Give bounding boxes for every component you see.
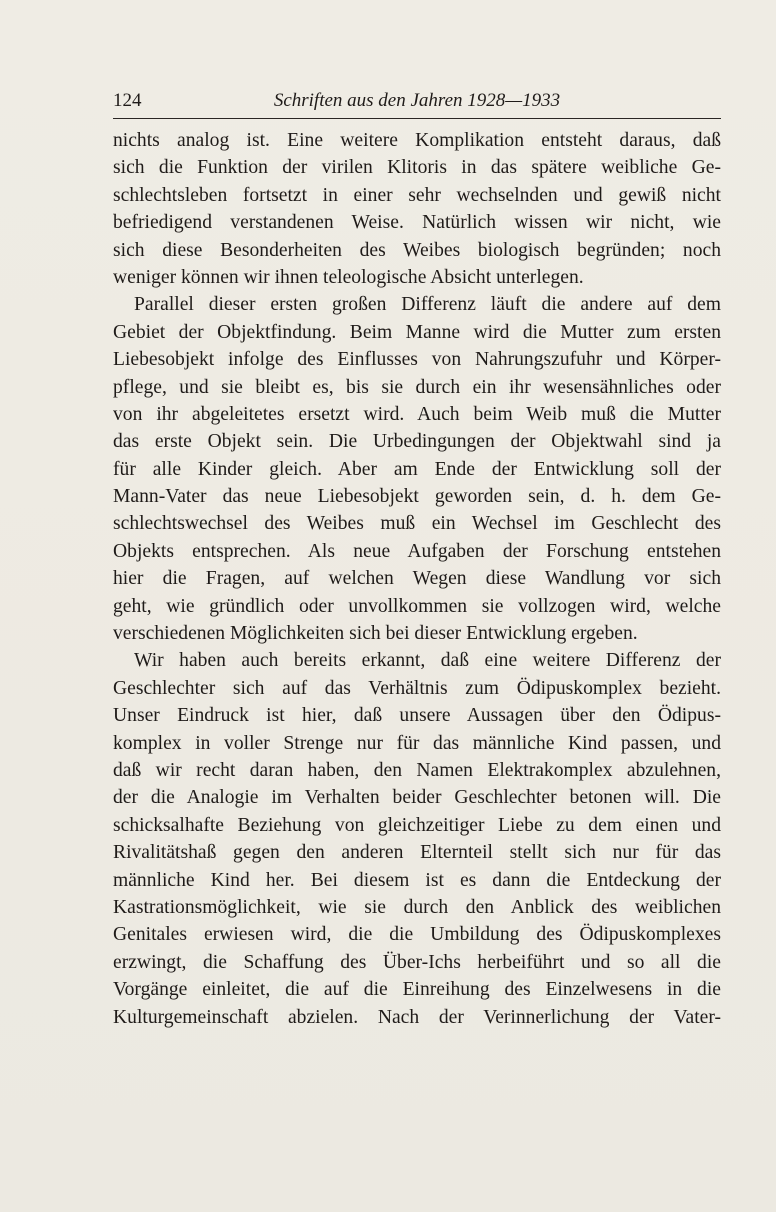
text-line: der die Analogie im Verhalten beider Geschlechter betonen will. Die <box>113 787 721 809</box>
text-line: Objekts entsprechen. Als neue Aufgaben der Forschung entstehen <box>113 540 721 562</box>
text-line: Liebesobjekt infolge des Einflusses von Nahrungszufuhr und Körper- <box>113 349 721 371</box>
text-line: weniger können wir ihnen teleologische Absicht unterlegen. <box>113 266 584 288</box>
text-line: Wir haben auch bereits erkannt, daß eine weitere Differenz der <box>134 650 721 672</box>
text-line: erzwingt, die Schaffung des Über-Ichs herbeiführt und so all die <box>113 951 721 973</box>
text-line: schicksalhafte Beziehung von gleichzeitiger Liebe zu dem einen und <box>113 814 721 836</box>
text-line: verschiedenen Möglichkeiten sich bei dieser Entwicklung ergeben. <box>113 623 638 645</box>
text-line: von ihr abgeleitetes ersetzt wird. Auch beim Weib muß die Mutter <box>113 403 721 425</box>
text-line: komplex in voller Strenge nur für das männliche Kind passen, und <box>113 732 721 754</box>
text-line: Mann-Vater das neue Liebesobjekt geworden sein, d. h. dem Ge- <box>113 486 721 508</box>
text-line: hier die Fragen, auf welchen Wegen diese Wandlung vor sich <box>113 568 721 590</box>
text-line: Rivalitätshaß gegen den anderen Elternteil stellt sich nur für das <box>113 842 721 864</box>
text-line: sich die Funktion der virilen Klitoris in das spätere weibliche Ge- <box>113 157 721 179</box>
text-line: Genitales erwiesen wird, die die Umbildung des Ödipuskomplexes <box>113 924 721 946</box>
text-line: befriedigend verstandenen Weise. Natürlich wissen wir nicht, wie <box>113 212 721 234</box>
text-line: Kastrationsmöglichkeit, wie sie durch den Anblick des weiblichen <box>113 896 721 918</box>
text-line: pflege, und sie bleibt es, bis sie durch ein ihr wesensähnliches oder <box>113 376 721 398</box>
text-line: Geschlechter sich auf das Verhältnis zum Ödipuskomplex bezieht. <box>113 677 721 699</box>
running-head <box>113 88 721 119</box>
text-line: Gebiet der Objektfindung. Beim Manne wird die Mutter zum ersten <box>113 321 721 343</box>
text-line: für alle Kinder gleich. Aber am Ende der Entwicklung soll der <box>113 458 721 480</box>
page-number: 124 <box>113 90 142 111</box>
text-line: geht, wie gründlich oder unvollkommen sie vollzogen wird, welche <box>113 595 721 617</box>
text-line: nichts analog ist. Eine weitere Komplikation entsteht daraus, daß <box>113 130 721 151</box>
text-line: männliche Kind her. Bei diesem ist es dann die Entdeckung der <box>113 869 721 891</box>
body-text <box>113 127 721 1031</box>
text-line: schlechtsleben fortsetzt in einer sehr wechselnden und gewiß nicht <box>113 184 721 206</box>
text-line: Unser Eindruck ist hier, daß unsere Aussagen über den Ödipus- <box>113 705 721 727</box>
text-line: sich diese Besonderheiten des Weibes biologisch begründen; noch <box>113 239 721 261</box>
text-line: schlechtswechsel des Weibes muß ein Wechsel im Geschlecht des <box>113 513 721 535</box>
text-line: Vorgänge einleitet, die auf die Einreihung des Einzelwesens in die <box>113 979 721 1001</box>
running-head-title: Schriften aus den Jahren 1928—1933 <box>273 90 561 111</box>
text-line: Kulturgemeinschaft abzielen. Nach der Verinnerlichung der Vater- <box>113 1006 721 1028</box>
text-line: das erste Objekt sein. Die Urbedingungen der Objektwahl sind ja <box>113 431 721 453</box>
text-line: Parallel dieser ersten großen Differenz läuft die andere auf dem <box>134 294 721 316</box>
text-line: daß wir recht daran haben, den Namen Elektrakomplex abzulehnen, <box>113 759 721 781</box>
